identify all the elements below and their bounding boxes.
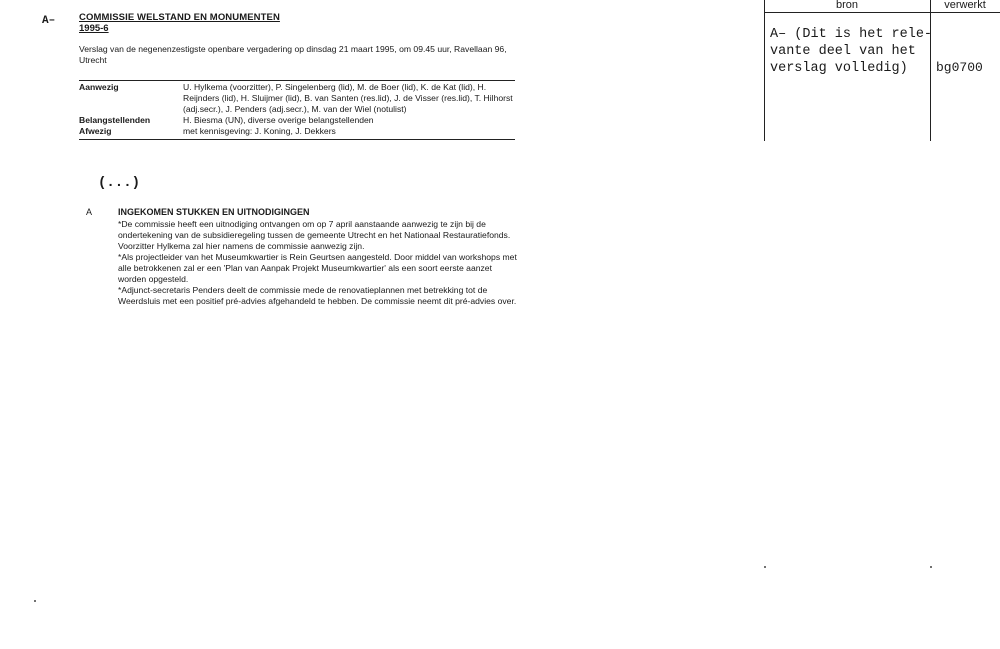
panel-divider-middle [930,0,931,141]
attendance-value: H. Biesma (UN), diverse overige belangstellenden [183,115,374,125]
attendance-label: Afwezig [79,126,112,136]
section-heading: INGEKOMEN STUKKEN EN UITNODIGINGEN [118,207,310,217]
margin-mark: A– [42,15,56,27]
section-body [118,219,518,307]
scan-speck [34,600,36,602]
scan-speck [764,566,766,568]
attendance-value: U. Hylkema (voorzitter), P. Singelenberg (lid), M. de Boer (lid), K. de Kat (lid), H. Reijnders (lid), H. Sluijmer (lid), B. van Santen (res.lid), J. de Visser (res.lid), T. Hilhorst (adj.secr.), J. Penders (adj.secr.), M. van der Wiel (notulist) [183,82,513,114]
header-bron: bron [835,0,859,11]
scan-speck [930,566,932,568]
section-paragraph: *Als projectleider van het Museumkwartier is Rein Geurtsen aangesteld. Door middel van workshops met alle betrokkenen zal er een 'Plan van Aanpak Projekt Museumkwartier' als een soort eerste aanzet worden opgesteld. [118,252,517,284]
panel-divider-left [764,0,765,141]
omission-ellipsis: (...) [98,175,141,191]
intro-text: Verslag van de negenenzestigste openbare vergadering op dinsdag 21 maart 1995, om 09.45 uur, Ravellaan 96, Utrecht [79,44,507,65]
attendance-row-aanwezig [79,82,515,115]
verwerkt-code: bg0700 [936,60,983,75]
attendance-label: Aanwezig [79,82,119,92]
attendance-label: Belangstellenden [79,115,151,125]
attendance-row-belangstellenden [79,115,515,126]
header-verwerkt: verwerkt [944,0,986,11]
attendance-row-afwezig [79,126,515,137]
panel-header-rule [764,12,1000,13]
attendance-table [79,80,515,140]
document-year: 1995-6 [79,23,109,34]
section-letter: A [86,207,93,217]
section-paragraph: *De commissie heeft een uitnodiging ontvangen om op 7 april aanstaande aanwezig te zijn bij de ondertekening van de subsidieregeling tussen de gemeente Utrecht en het Nationaal Restauratiefonds. Voorzitter Hylkema zal hier namens de commissie aanwezig zijn. [118,219,511,251]
document-title: COMMISSIE WELSTAND EN MONUMENTEN [79,12,280,23]
section-paragraph: *Adjunct-secretaris Penders deelt de commissie mede de renovatieplannen met betrekking tot de Weerdsluis met een positief pré-advies afgehandeld te hebben. De commissie neemt dit pré-advies over. [118,285,517,306]
bron-note: A– (Dit is het rele- vante deel van het verslag volledig) [770,27,933,76]
attendance-value: met kennisgeving: J. Koning, J. Dekkers [183,126,336,136]
